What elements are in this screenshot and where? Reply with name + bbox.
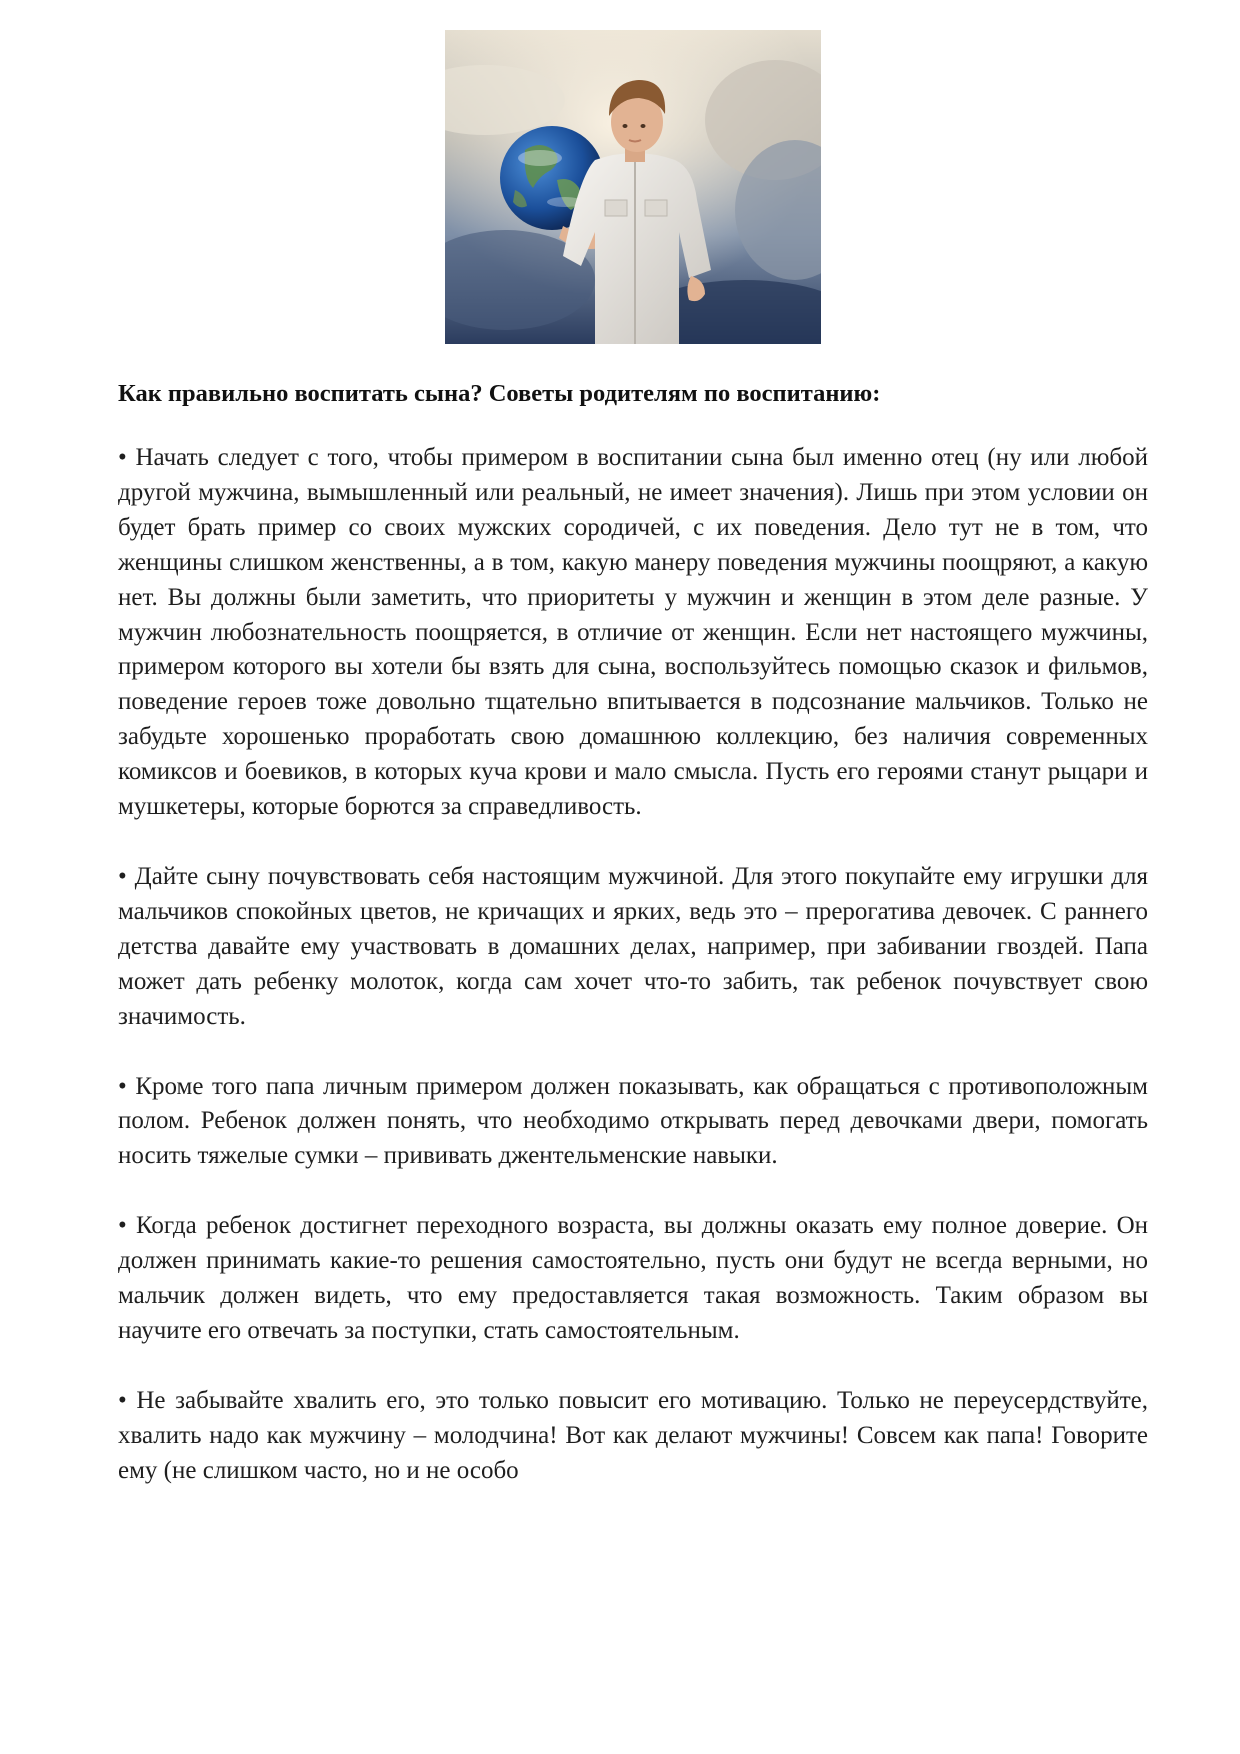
paragraph-gentleman-skills: • Кроме того папа личным примером должен показывать, как обращаться с противоположным полом. Ребенок должен понять, что необходимо открывать перед девочками двери, помогать носить тяжелые сумки – прививать джентельменские навыки.	[118, 1072, 1148, 1170]
boy-with-globe-image	[445, 30, 821, 344]
article-body	[118, 441, 1148, 1524]
article-title: Как правильно воспитать сына? Советы родителям по воспитанию:	[118, 380, 881, 407]
paragraph-trust-teen: • Когда ребенок достигнет переходного возраста, вы должны оказать ему полное доверие. Он должен принимать какие-то решения самостоятельно, пусть они будут не всегда верными, но мальчик должен видеть, что ему предоставляется такая возможность. Таким образом вы научите его отвечать за поступки, стать самостоятельным.	[118, 1212, 1148, 1344]
paragraph-father-example: • Начать следует с того, чтобы примером в воспитании сына был именно отец (ну или любой другой мужчина, вымышленный или реальный, не имеет значения). Лишь при этом условии он будет брать пример со своих мужских сородичей, с их поведения. Дело тут не в том, что женщины слишком женственны, а в том, какую манеру поведения мужчины поощряют, а какую нет. Вы должны были заметить, что приоритеты у мужчин и женщин в этом деле разные. У мужчин любознательность поощряется, в отличие от женщин. Если нет настоящего мужчины, примером которого вы хотели бы взять для сына, воспользуйтесь помощью сказок и фильмов, поведение героев тоже довольно тщательно впитывается в подсознание мальчиков. Только не забудьте хорошенько проработать свою домашнюю коллекцию, без наличия современных комиксов и боевиков, в которых куча крови и мало смысла. Пусть его героями станут рыцари и мушкетеры, которые борются за справедливость.	[118, 444, 1148, 821]
paragraph-praise: • Не забывайте хвалить его, это только повысит его мотивацию. Только не переусердствуйте, хвалить надо как мужчину – молодчина! Вот как делают мужчины! Совсем как папа! Говорите ему (не слишком часто, но и не особо	[118, 1386, 1148, 1484]
boy-holding-globe-illustration	[445, 30, 821, 344]
paragraph-feel-like-man: • Дайте сыну почувствовать себя настоящим мужчиной. Для этого покупайте ему игрушки для мальчиков спокойных цветов, не кричащих и ярких, ведь это – прерогатива девочек. С раннего детства давайте ему участвовать в домашних делах, например, при забивании гвоздей. Папа может дать ребенку молоток, когда сам хочет что-то забить, так ребенок почувствует свою значимость.	[118, 862, 1148, 1030]
